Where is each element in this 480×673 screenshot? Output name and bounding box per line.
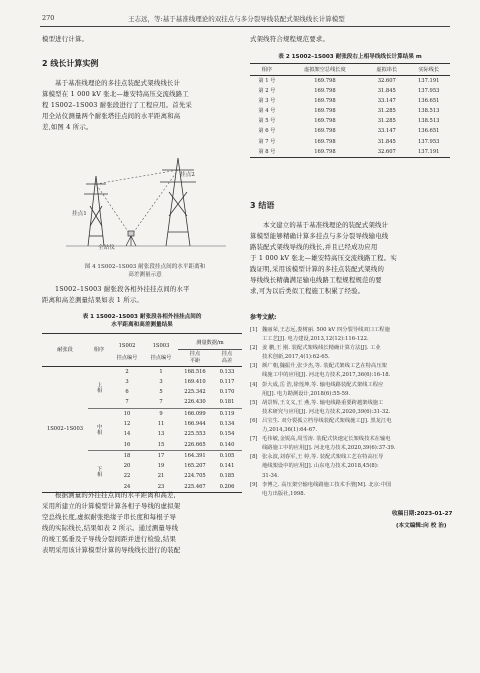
reference-text: 姜 鹏,王 刚. 装配式架线线长精确计算方法[J]. 工业 <box>262 345 381 352</box>
table-cell: 2 <box>125 368 129 375</box>
reference-text: 地线架设中的应用[J]. 山东电力技术,2018,45(8): <box>262 463 379 470</box>
text-line: 算模型在 1 000 kV 张北—雄安特高压交流线路工 <box>42 90 189 98</box>
table-cell: 33.147 <box>377 128 396 135</box>
caption-line: 高差测量示意 <box>128 272 162 278</box>
reference-line <box>250 344 455 353</box>
table-cell: 6 <box>125 389 129 396</box>
total-station-icon <box>126 231 136 246</box>
table-cell: 33.147 <box>377 98 396 105</box>
table-cell: 225.467 <box>184 483 206 490</box>
table-cell: 31.285 <box>377 118 396 125</box>
header-dh-2: 高差 <box>221 357 233 364</box>
figure-4-caption <box>50 262 240 278</box>
table-cell: 11 <box>157 420 165 427</box>
paragraph-2 <box>42 284 242 306</box>
table-row <box>42 366 242 377</box>
table-cell: 225.553 <box>184 431 206 438</box>
header-1s003: 1S003 <box>152 343 170 349</box>
header-dh: 挂点 <box>221 350 233 357</box>
table-cell: 7 <box>159 399 163 406</box>
reference-line <box>250 435 455 444</box>
header-1s002-sub: 挂点编号 <box>116 354 138 361</box>
table-row <box>250 106 450 116</box>
caption-line: 水平距离和高差测量结果 <box>111 322 173 328</box>
paragraph-3 <box>42 490 242 556</box>
header-1s002: 1S002 <box>118 343 136 349</box>
page-number: 270 <box>42 14 55 22</box>
tower-1-icon <box>84 176 108 246</box>
running-title: 王志远，等:基于基准线理论的双挂点与多分裂导线装配式架线线长计算模型 <box>128 15 345 23</box>
text-line: 根据测量的外挂挂点间的水平距离和高差, <box>55 491 176 499</box>
t2-header-phase: 相序 <box>261 67 273 73</box>
table-cell: 18 <box>123 452 131 459</box>
table-cell: 0.181 <box>219 399 235 406</box>
table-row <box>250 76 450 87</box>
text-line: 线的实际线长,结果如表 2 所示。通过测量导线 <box>42 524 179 532</box>
t2-header-actual: 实际线长 <box>418 67 440 73</box>
table-cell: 224.705 <box>184 473 206 480</box>
reference-line <box>250 381 455 390</box>
text-line: 本文建立的基于基准线理论的装配式架线计 <box>263 221 389 229</box>
reference-line <box>250 426 455 435</box>
header-rule <box>40 26 450 27</box>
table-cell: 0.170 <box>219 389 235 396</box>
table-cell: 169.410 <box>184 378 206 385</box>
table-cell: 137.953 <box>417 138 440 145</box>
reference-text: 线路施工中的应用[J]. 河北电力技术,2020,39(6):37-39. <box>262 445 396 452</box>
table-cell: 136.651 <box>417 128 440 135</box>
table-2 <box>250 63 450 158</box>
table-cell: 169.798 <box>314 88 336 95</box>
reference-line <box>250 399 455 408</box>
text-line: 导线线长精确满足输电线路工程规程规范的要 <box>250 276 382 284</box>
section-2-title: 2 线长计算实例 <box>42 59 99 68</box>
table-1 <box>42 333 242 493</box>
text-line: 程 1S002–1S003 耐张段进行了工程应用。首先采 <box>42 101 192 109</box>
table-cell: 31.285 <box>377 108 396 115</box>
table-cell: 169.798 <box>314 138 336 145</box>
reference-text: 彭大成,岳 浩,徐莲坤,等. 输电线路装配式架线工程应 <box>262 381 384 388</box>
reference-text: 张永波,刘春军,王 婷,等. 装配式架线工艺在特高压导 <box>262 454 384 461</box>
table-cell: 第 2 号 <box>258 88 276 95</box>
table-row <box>250 116 450 126</box>
references-title: 参考文献: <box>250 314 277 321</box>
paragraph-1 <box>42 78 242 133</box>
text-line: 距离和高差测量结果如表 1 所示。 <box>42 296 143 304</box>
text-line: 表明采用该计算模型计算的导线线长进行的装配 <box>42 546 181 554</box>
reference-text: 吕宝生. 双分裂孤立档导线装配式架线施工[J]. 黑龙江电 <box>262 417 392 424</box>
table-cell: 137.191 <box>417 148 440 155</box>
reference-line <box>250 362 455 371</box>
table-cell: 3 <box>159 378 163 385</box>
table-cell: 169.798 <box>314 98 336 105</box>
reference-text: 李博之. 高压架空输电线路施工技术手册[M]. 北京:中国 <box>262 481 392 488</box>
table-cell: 169.798 <box>314 128 336 135</box>
reference-line <box>250 453 455 462</box>
text-line: 践证明,采用该模型计算的多挂点装配式架线的 <box>250 265 385 273</box>
text-line: 路装配式架线导线的线长,并且已经成功应用 <box>250 243 378 251</box>
reference-text: 技术研究与应用[J]. 河北电力技术,2020,39(6):31-32. <box>262 408 391 415</box>
table-cell: 0.119 <box>219 410 235 417</box>
table-cell: 0.134 <box>219 420 235 427</box>
table-cell: 169.798 <box>314 148 336 155</box>
text-line: 算模型能够精确计算多挂点与多分裂导线输电线 <box>250 232 389 240</box>
table-cell: 15 <box>157 441 165 448</box>
table-cell: 225.342 <box>184 389 206 396</box>
reference-text: 用[J]. 电力勘测设计,2018(6):55-59. <box>262 390 351 397</box>
table-cell: 20 <box>123 463 131 470</box>
table-cell: 19 <box>157 463 165 470</box>
table-cell: 23 <box>157 483 165 490</box>
cell-phase: 中相 <box>96 424 103 435</box>
table-cell: 0.185 <box>219 473 235 480</box>
table-cell: 5 <box>159 389 163 396</box>
table-cell: 0.117 <box>219 378 235 385</box>
cell-phase: 上相 <box>96 381 103 393</box>
t2-header-total: 虚拟架空总线长度 <box>304 67 346 73</box>
header-1s003-sub: 挂点编号 <box>150 354 172 361</box>
reference-text: 毛伟敏,金锐高,周雪涛. 装配式快速定长架线技术在输电 <box>262 436 391 443</box>
table-cell: 138.513 <box>417 118 440 125</box>
table-cell: 第 4 号 <box>258 108 276 115</box>
table-cell: 31.845 <box>377 138 396 145</box>
text-line: 差,如图 4 所示。 <box>42 123 93 131</box>
text-line: 基于基准线理论的多挂点装配式架线线长计 <box>55 79 181 87</box>
table-cell: 10 <box>123 410 131 417</box>
table-cell: 17 <box>157 452 165 459</box>
reference-number: [2] <box>250 345 258 352</box>
table-cell: 137.191 <box>417 78 440 84</box>
table-cell: 32.607 <box>377 148 396 155</box>
table-cell: 31.845 <box>377 88 396 95</box>
table-row <box>250 137 450 147</box>
figure-4-towers <box>56 136 236 256</box>
table-2-caption: 表 2 1S002–1S003 耐张段右上相导线线长计算结果 m <box>278 54 422 60</box>
text-line: 空总线长度,虚拟耐张绝缘子串长度和每根子导 <box>42 513 177 521</box>
header-hd-2: 平距 <box>189 357 201 364</box>
table-cell: 168.516 <box>184 368 206 375</box>
cell-section: 1S002–1S003 <box>46 426 84 433</box>
table-cell: 12 <box>123 420 131 427</box>
reference-line <box>250 472 455 481</box>
paragraph-4 <box>250 220 450 297</box>
header-measurements: 测量数据/m <box>178 334 242 350</box>
table-cell: 0.105 <box>219 452 235 459</box>
table-cell: 226.430 <box>184 399 206 406</box>
header-section: 耐张段 <box>57 347 73 354</box>
reference-number: [5] <box>250 399 258 406</box>
label-point-1: 挂点1 <box>72 211 87 217</box>
table-cell: 137.953 <box>417 88 440 95</box>
header-hd: 挂点 <box>189 350 201 357</box>
label-point-2: 挂点2 <box>180 172 195 178</box>
table-row <box>250 86 450 96</box>
table-cell: 136.651 <box>417 98 440 105</box>
table-cell: 138.513 <box>417 108 440 115</box>
text-line: 采用所建立的计算模型计算各相子导线的虚拟架 <box>42 502 181 510</box>
label-total-station: 全站仪 <box>98 245 115 251</box>
reference-text: 力,2014,36(1):64-67. <box>262 427 318 434</box>
reference-number: [8] <box>250 454 258 461</box>
reference-number: [1] <box>250 327 258 333</box>
reference-number: [6] <box>250 417 258 424</box>
reference-line <box>250 408 455 417</box>
reference-text: 颜广朝,魏振升,张少杰,等. 装配式架线工艺在特高压架 <box>262 363 387 370</box>
reference-line <box>250 417 455 426</box>
table-cell: 165.207 <box>184 463 206 470</box>
reference-line <box>250 444 455 453</box>
table-cell: 第 7 号 <box>258 138 276 145</box>
table-cell: 第 5 号 <box>258 118 276 125</box>
t2-header-string: 虚拟串长 <box>376 67 398 73</box>
reference-text: 工工艺[J]. 电力建设,2013,12(12):116-122. <box>262 336 369 343</box>
table-cell: 226.665 <box>184 441 206 448</box>
reference-line <box>250 481 455 490</box>
table-cell: 1 <box>159 368 163 375</box>
table-cell: 164.391 <box>184 452 206 459</box>
text-line: 求,可为以后类似工程施工积累了经验。 <box>250 287 365 295</box>
reference-line <box>250 335 455 344</box>
table-row <box>250 96 450 106</box>
reference-text: 技术创新,2017,4(1):62-65. <box>262 354 330 361</box>
table-cell: 9 <box>159 410 163 417</box>
text-line: 1S002–1S003 耐张段各相外挂挂点间的水平 <box>55 285 190 293</box>
received-date: 收稿日期:2023-01-27 <box>392 511 453 517</box>
text-line: 的竣工弧垂及子导线分裂间距并进行检验,结果 <box>42 535 177 543</box>
continuation-line: 式架线符合规程规范要求。 <box>250 35 330 43</box>
table-cell: 0.206 <box>219 483 235 490</box>
reference-line <box>250 390 455 399</box>
reference-line <box>250 353 455 362</box>
table-cell: 14 <box>123 431 131 438</box>
reference-number: [9] <box>250 481 258 488</box>
reference-text: 胡景辉,王文义,王 燕,等. 输电线路重要跨越架线施工 <box>262 399 384 406</box>
table-cell: 169.798 <box>314 108 336 115</box>
table-cell: 0.140 <box>219 441 235 448</box>
table-cell: 166.944 <box>184 420 206 427</box>
reference-text: 魏丽荣,王志远,娄树丽. 500 kV 四分裂导线双口工程施 <box>262 327 390 333</box>
table-cell: 21 <box>157 473 165 480</box>
table-cell: 32.607 <box>377 78 396 84</box>
reference-line <box>250 326 455 335</box>
table-cell: 0.141 <box>219 463 235 470</box>
references-list <box>250 326 455 499</box>
table-1-caption <box>42 312 242 328</box>
table-cell: 第 8 号 <box>258 148 276 155</box>
table-cell: 3 <box>125 378 129 385</box>
table-cell: 22 <box>123 473 131 480</box>
table-cell: 0.133 <box>219 368 235 375</box>
measurement-lines <box>96 170 178 236</box>
reference-number: [7] <box>250 436 258 443</box>
reference-line <box>250 490 455 499</box>
editor-note: (本文编辑:向 校 治) <box>396 523 447 529</box>
table-cell: 16 <box>123 441 131 448</box>
caption-line: 图 4 1S002–1S003 耐张段挂点间的水平距离和 <box>84 264 206 270</box>
table-cell: 166.099 <box>184 410 206 417</box>
header-phase: 相序 <box>93 347 105 354</box>
reference-line <box>250 371 455 380</box>
reference-text: 线施工中的应用[J]. 河北电力技术,2017,36(6):16-18. <box>262 372 391 379</box>
table-cell: 24 <box>123 483 131 490</box>
table-cell: 13 <box>157 431 165 438</box>
table-cell: 第 1 号 <box>258 78 276 84</box>
intro-line: 模型进行计算。 <box>42 35 89 43</box>
table-cell: 第 3 号 <box>258 98 276 105</box>
table-cell: 第 6 号 <box>258 128 276 135</box>
table-row <box>250 147 450 158</box>
text-line: 用全站仪测量两个耐张塔挂点间的水平距离和高 <box>42 112 181 120</box>
table-cell: 169.798 <box>314 78 336 84</box>
table-cell: 169.798 <box>314 118 336 125</box>
reference-line <box>250 462 455 471</box>
reference-text: 电力出版社,1998. <box>262 490 306 497</box>
reference-number: [3] <box>250 363 258 370</box>
section-3-title: 3 结语 <box>250 201 275 210</box>
text-line: 于 1 000 kV 张北—雄安特高压交流线路工程。实 <box>250 254 397 262</box>
reference-number: [4] <box>250 381 258 388</box>
caption-line: 表 1 1S002–1S003 耐张段各相外挂挂点间的 <box>82 314 202 320</box>
table-row <box>250 126 450 136</box>
table-cell: 0.154 <box>219 431 235 438</box>
cell-phase: 下相 <box>96 466 103 477</box>
reference-text: 31-34. <box>262 472 279 479</box>
table-cell: 7 <box>125 399 129 406</box>
